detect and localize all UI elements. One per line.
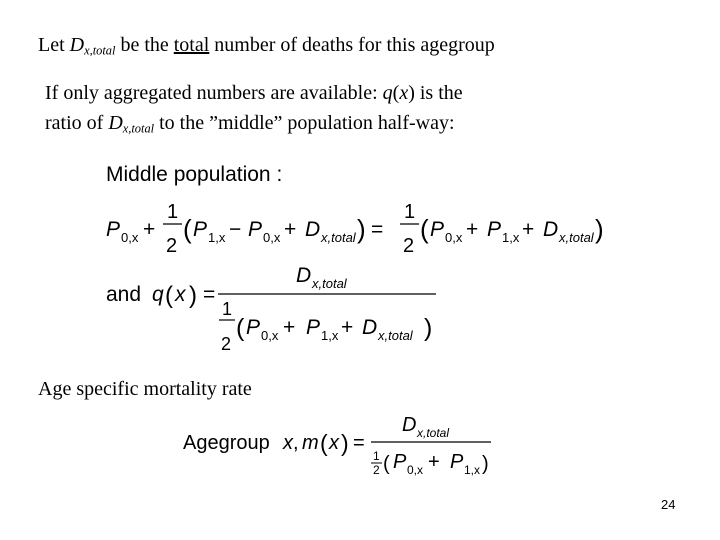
eq-plus-d: + [522, 218, 535, 241]
m-den-lparen: ( [383, 453, 390, 475]
m-den-den: 2 [373, 463, 380, 477]
middle-population-label: Middle population : [106, 163, 283, 186]
text-middle-population: to the ”middle” population half-way: [159, 112, 455, 134]
q-den-subxtotal: x,total [378, 328, 413, 343]
m-num-sub: x,total [417, 426, 450, 440]
symbol-D-subscript: x,total [84, 43, 116, 58]
text-be-the: be the [120, 34, 169, 56]
q-den-plus-b: + [341, 316, 354, 339]
symbol-D-letter: D [69, 34, 85, 56]
m-x: x [283, 432, 293, 454]
eq-P-0x-b: P [248, 218, 263, 241]
middle-population-equation [106, 201, 604, 257]
q-den-den: 2 [221, 334, 232, 354]
q-den-P0: P [246, 316, 261, 339]
eq-P-0x-a: P [106, 218, 121, 241]
symbol-x: x [399, 82, 409, 104]
q-den-plus-a: + [283, 316, 296, 339]
m-den-plus: + [428, 451, 440, 473]
eq-sub-0x-b: 0,x [263, 230, 281, 245]
eq-sub-xtotal-b: x,total [559, 230, 594, 245]
m-agegroup: Agegroup [183, 432, 270, 454]
eq-P-1x-a: P [193, 218, 208, 241]
m-comma: , [293, 432, 299, 454]
eq-P-0x-c: P [430, 218, 445, 241]
q-den-sub0x: 0,x [261, 328, 279, 343]
eq-P-1x-b: P [487, 218, 502, 241]
m-equals: = [353, 432, 365, 454]
text-total-underlined: total [173, 34, 210, 56]
m-num-D: D [402, 414, 417, 436]
eq-equals-a: = [371, 218, 384, 241]
eq-plus-a: + [143, 218, 156, 241]
eq-plus-c: + [466, 218, 479, 241]
eq-sub-1x-b: 1,x [502, 230, 520, 245]
eq-lparen-b: ( [420, 214, 429, 244]
q-den-num: 1 [222, 299, 233, 319]
m-x-arg: x [329, 432, 339, 454]
q-den-lparen: ( [236, 314, 245, 342]
mortality-formula [183, 414, 491, 477]
eq-frac-num-b: 1 [404, 201, 416, 223]
m-rparen: ) [341, 430, 349, 456]
text-let: Let [38, 34, 65, 56]
text-is-the: is the [419, 82, 463, 104]
age-specific-heading: Age specific mortality rate [38, 378, 252, 400]
m-den-P0: P [393, 451, 407, 473]
eq-rparen-a: ) [357, 214, 366, 244]
m-lparen: ( [320, 430, 328, 456]
eq-sub-1x-a: 1,x [208, 230, 226, 245]
q-x: x [175, 283, 186, 306]
eq-rparen-b: ) [595, 214, 604, 244]
text-aggregated: If only aggregated numbers are available: [45, 82, 378, 104]
q-formula [106, 264, 436, 354]
q-num-sub: x,total [312, 276, 347, 291]
symbol-D-para-letter: D [108, 112, 123, 134]
eq-sub-0x-c: 0,x [445, 230, 463, 245]
eq-D-b: D [543, 218, 559, 241]
m-den-P1: P [450, 451, 464, 473]
eq-frac-den-b: 2 [403, 235, 415, 257]
q-lparen: ( [165, 282, 173, 309]
m-den-num: 1 [373, 449, 380, 463]
q-den-rparen: ) [424, 314, 433, 342]
eq-lparen-a: ( [183, 214, 192, 244]
symbol-D-para-subscript: x,total [122, 121, 155, 136]
eq-minus-a: − [229, 218, 242, 241]
q-equals: = [203, 283, 216, 306]
eq-frac-num-a: 1 [167, 201, 179, 223]
eq-sub-xtotal-a: x,total [321, 230, 356, 245]
page-number: 24 [661, 497, 676, 512]
m-symbol: m [302, 432, 319, 454]
text-ratio-of: ratio of [45, 112, 104, 134]
q-and: and [106, 283, 142, 306]
q-den-D: D [362, 316, 378, 339]
eq-plus-b: + [284, 218, 297, 241]
paragraph-line-1: If only aggregated numbers are available: q(x) is the [45, 82, 463, 104]
q-num-D: D [296, 264, 312, 287]
eq-D-a: D [305, 218, 321, 241]
m-den-sub1x: 1,x [464, 463, 481, 477]
m-den-sub0x: 0,x [407, 463, 424, 477]
symbol-q: q [382, 82, 393, 104]
q-den-P1: P [306, 316, 321, 339]
eq-sub-0x-a: 0,x [121, 230, 139, 245]
eq-frac-den-a: 2 [166, 235, 178, 257]
q-rparen: ) [189, 282, 197, 309]
m-den-rparen: ) [482, 453, 489, 475]
q-symbol: q [152, 283, 164, 306]
text-rest: number of deaths for this agegroup [214, 34, 495, 56]
q-den-sub1x: 1,x [321, 328, 339, 343]
